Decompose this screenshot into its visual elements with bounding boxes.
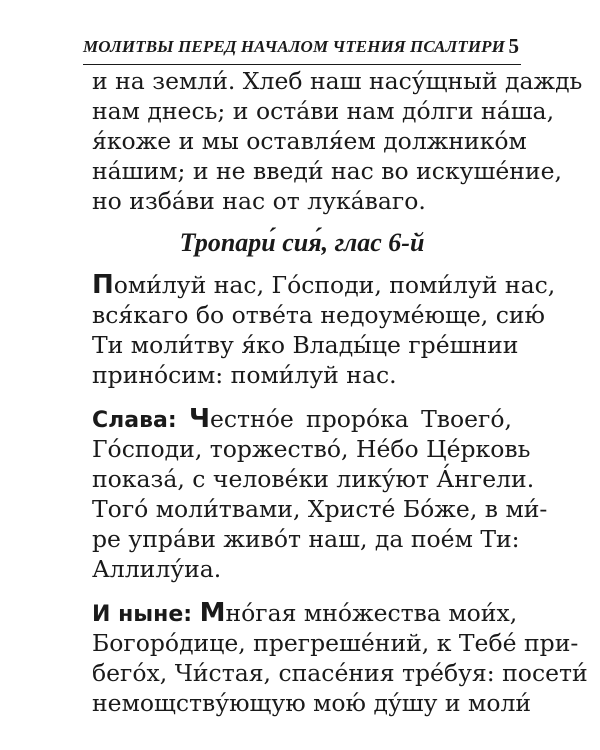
text-line: показа́, с челове́ки лику́ют А́нгели. <box>92 465 535 493</box>
text-line: Богоро́дице, прегреше́ний, к Тебе́ при- <box>92 629 579 657</box>
running-head <box>83 30 521 65</box>
text-line: я́коже и мы оставля́ем должнико́м <box>92 127 527 155</box>
text-line: Го́споди, торжество́, Не́бо Це́рковь <box>92 435 531 463</box>
now-label: И ныне: <box>92 602 193 627</box>
glory-label: Слава: <box>92 408 177 433</box>
body-text <box>92 66 588 718</box>
text-line: бего́х, Чи́стая, спасе́ния тре́буя: посети́ <box>92 659 588 687</box>
paragraph-first-line <box>92 598 518 628</box>
text-fragment: оми́луй нас, Го́споди, поми́луй нас, <box>113 271 556 299</box>
section-heading: Тропари́ сия́, глас 6-й <box>179 228 425 257</box>
text-line: Того́ моли́твами, Христе́ Бо́же, в ми́- <box>92 495 548 523</box>
text-line: прино́сим: поми́луй нас. <box>92 361 397 389</box>
paragraph-first-line <box>92 404 512 434</box>
running-head-title: МОЛИТВЫ ПЕРЕД НАЧАЛОМ ЧТЕНИЯ ПСАЛТИРИ <box>83 37 505 56</box>
text-fragment: естно́е проро́ка Твоего́, <box>209 405 512 433</box>
initial-letter: М <box>199 598 226 628</box>
text-line: немощству́ющую мою́ ду́шу и моли́ <box>92 689 532 717</box>
text-line: на́шим; и не введи́ нас во искуше́ние, <box>92 157 562 185</box>
initial-letter: П <box>92 270 114 300</box>
text-line: нам днесь; и оста́ви нам до́лги на́ша, <box>92 97 555 125</box>
text-line: Ти моли́тву я́ко Влады́це гре́шнии <box>92 331 519 359</box>
text-fragment: но́гая мно́жества мои́х, <box>225 599 518 627</box>
text-line: ре упра́ви живо́т наш, да пое́м Ти: <box>92 525 520 553</box>
text-line: и на земли́. Хлеб наш насу́щный даждь <box>92 67 583 95</box>
paragraph-first-line <box>92 270 556 300</box>
page-number: 5 <box>508 34 519 58</box>
initial-letter: Ч <box>188 404 210 434</box>
text-line: вся́каго бо отве́та недоуме́юще, сию́ <box>92 301 546 329</box>
text-line: но изба́ви нас от лука́ваго. <box>92 187 426 215</box>
text-line: Аллилу́иа. <box>92 555 222 583</box>
